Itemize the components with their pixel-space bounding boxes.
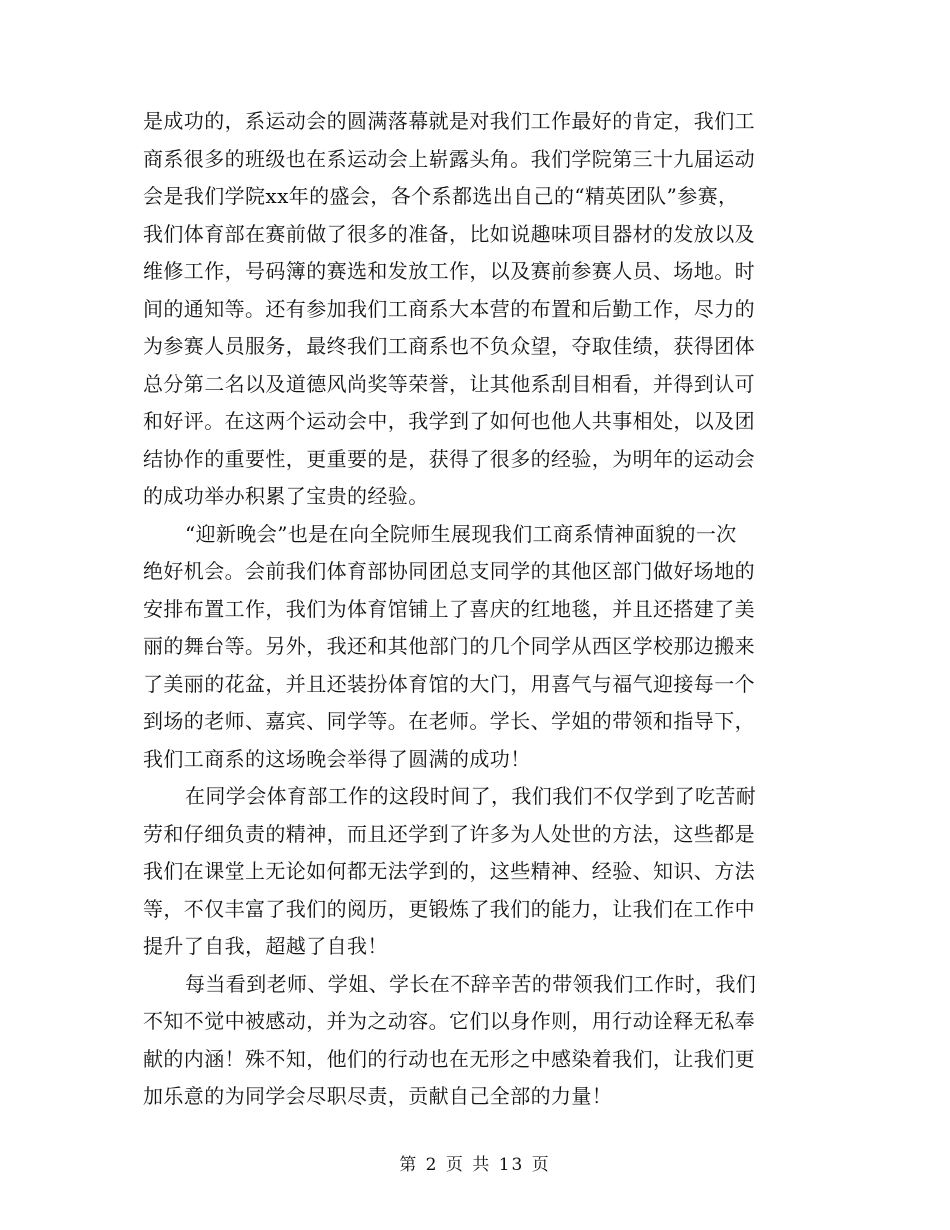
text-line: 不知不觉中被感动，并为之动容。它们以身作则，用行动诠释无私奉 [143, 1009, 755, 1033]
text-line: 提升了自我，超越了自我！ [143, 934, 388, 958]
text-line: 我们体育部在赛前做了很多的准备，比如说趣味项目器材的发放以及 [143, 221, 755, 246]
text-line: 献的内涵！殊不知，他们的行动也在无形之中感染着我们，让我们更 [143, 1046, 755, 1071]
text-line: 为参赛人员服务，最终我们工商系也不负众望，夺取佳绩，获得团体 [143, 334, 755, 358]
text-line: 我们在课堂上无论如何都无法学到的，这些精神、经验、知识、方法 [143, 859, 755, 883]
paragraph [143, 778, 803, 966]
text-line: 到场的老师、嘉宾、同学等。在老师。学长、学姐的带领和指导下， [143, 709, 755, 733]
text-line: 的成功举办积累了宝贵的经验。 [143, 484, 429, 508]
paragraph [143, 103, 803, 516]
text-line: 维修工作，号码簿的赛选和发放工作，以及赛前参赛人员、场地。时 [143, 259, 755, 283]
text-line: 丽的舞台等。另外，我还和其他部门的几个同学从西区学校那边搬来 [143, 634, 755, 658]
text-line: 在同学会体育部工作的这段时间了，我们我们不仅学到了吃苦耐 [185, 784, 757, 808]
paragraph [143, 516, 803, 779]
text-line: 总分第二名以及道德风尚奖等荣誉，让其他系刮目相看，并得到认可 [143, 371, 755, 396]
page-number-footer: 第 2 页 共 13 页 [399, 1155, 551, 1175]
text-line: 间的通知等。还有参加我们工商系大本营的布置和后勤工作，尽力的 [143, 296, 755, 321]
text-line: “迎新晚会”也是在向全院师生展现我们工商系情神面貌的一次 [185, 521, 737, 546]
text-line: 和好评。在这两个运动会中，我学到了如何也他人共事相处，以及团 [143, 409, 755, 433]
paragraph [143, 966, 803, 1116]
text-line: 劳和仔细负责的精神，而且还学到了许多为人处世的方法，这些都是 [143, 821, 755, 846]
text-line: 是成功的，系运动会的圆满落幕就是对我们工作最好的肯定，我们工 [143, 109, 755, 133]
text-line: 我们工商系的这场晚会举得了圆满的成功！ [143, 746, 531, 771]
text-line: 加乐意的为同学会尽职尽责，贡献自己全部的力量！ [143, 1084, 613, 1108]
text-line: 绝好机会。会前我们体育部协同团总支同学的其他区部门做好场地的 [143, 559, 755, 583]
text-line: 每当看到老师、学姐、学长在不辞辛苦的带领我们工作时，我们 [185, 971, 757, 996]
document-body [143, 103, 803, 1116]
text-line: 会是我们学院xx年的盛会，各个系都选出自己的“精英团队”参赛， [143, 184, 739, 208]
text-line: 结协作的重要性，更重要的是，获得了很多的经验，为明年的运动会 [143, 446, 755, 471]
text-line: 安排布置工作，我们为体育馆铺上了喜庆的红地毯，并且还搭建了美 [143, 596, 755, 621]
text-line: 商系很多的班级也在系运动会上崭露头角。我们学院第三十九届运动 [143, 146, 755, 171]
text-line: 等，不仅丰富了我们的阅历，更锻炼了我们的能力，让我们在工作中 [143, 896, 755, 921]
text-line: 了美丽的花盆，并且还装扮体育馆的大门，用喜气与福气迎接每一个 [143, 671, 755, 696]
